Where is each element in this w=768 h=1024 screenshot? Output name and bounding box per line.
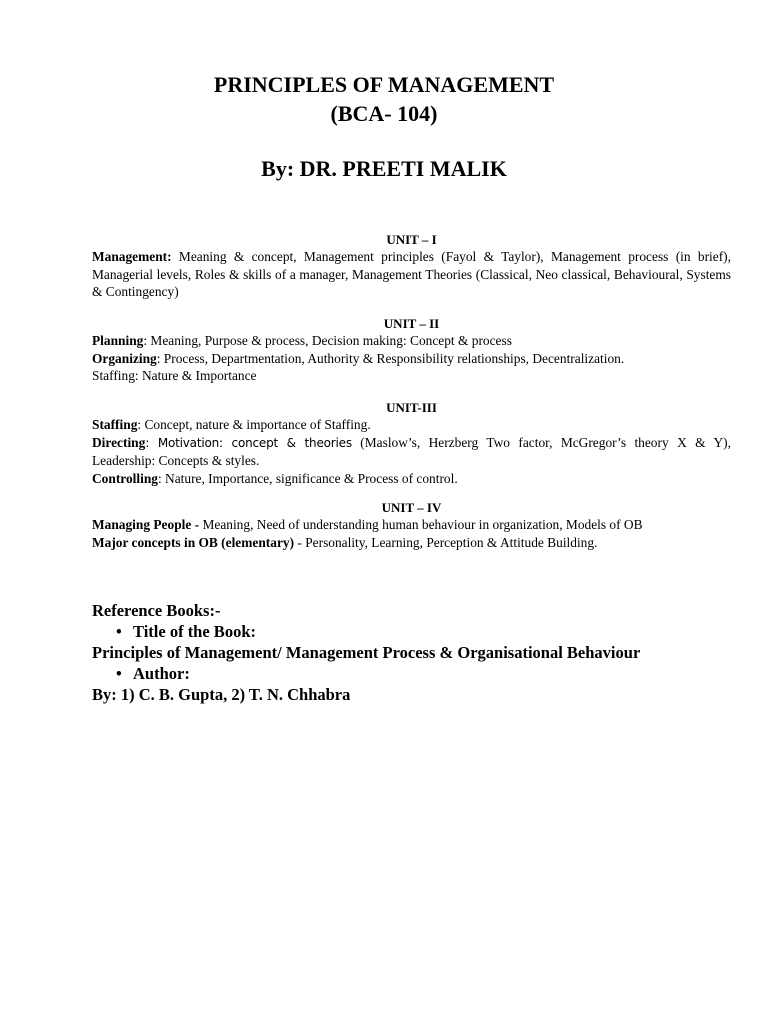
bullet-icon: •	[116, 664, 122, 683]
term-description: Meaning, Need of understanding human behaviour in organization, Models of OB	[199, 517, 643, 533]
unit-4-section	[92, 499, 731, 551]
term-label: Directing	[92, 434, 146, 450]
unit-1-section	[92, 231, 731, 301]
unit-paragraph	[92, 534, 731, 551]
term-label: Staffing	[92, 417, 138, 433]
term-label: Controlling	[92, 470, 158, 486]
term-label: Management:	[92, 249, 172, 265]
term-label: Organizing	[92, 350, 157, 366]
unit-paragraph	[92, 416, 731, 433]
list-item	[92, 663, 752, 684]
reference-books-section	[92, 600, 752, 705]
book-authors: By: 1) C. B. Gupta, 2) T. N. Chhabra	[92, 685, 351, 704]
book-title: Principles of Management/ Management Process & Organisational Behaviour	[92, 643, 641, 662]
term-description: : Process, Departmentation, Authority & Responsibility relationships, Decentralization.	[156, 350, 625, 366]
unit-paragraph	[92, 248, 731, 300]
term-label: Major concepts in OB (elementary)	[92, 534, 295, 550]
unit-paragraph	[92, 470, 731, 487]
author-line: By: DR. PREETI MALIK	[261, 156, 507, 181]
unit-heading: UNIT – I	[386, 232, 437, 247]
unit-heading: UNIT-III	[386, 400, 437, 415]
list-item-label: Title of the Book:	[133, 622, 256, 641]
term-description: Staffing: Nature & Importance	[92, 368, 257, 384]
unit-heading: UNIT – II	[383, 316, 440, 331]
unit-2-section	[92, 315, 731, 385]
bullet-icon: •	[116, 622, 122, 641]
term-description: : Meaning, Purpose & process, Decision making: Concept & process	[143, 333, 512, 349]
unit-paragraph	[92, 350, 731, 367]
term-description-sans: : Motivation: concept & theories	[145, 435, 352, 450]
term-label: Managing People -	[92, 517, 200, 533]
term-description: Meaning & concept, Management principles (Fayol & Taylor), Management process (in brief), Managerial levels, Roles & skills of a manager, Management Theories (Classical, Neo classical, Behavioural, Systems & Contingency)	[92, 249, 731, 300]
document-title: PRINCIPLES OF MANAGEMENT	[213, 72, 555, 97]
term-description: - Personality, Learning, Perception & Attitude Building.	[294, 534, 598, 550]
term-label: Planning	[92, 333, 144, 349]
list-item-label: Author:	[133, 664, 190, 683]
course-code: (BCA- 104)	[330, 101, 438, 126]
unit-3-section	[92, 399, 731, 487]
unit-paragraph	[92, 516, 731, 533]
unit-paragraph	[92, 367, 731, 384]
term-description: (Maslow’s, Herzberg Two factor, McGregor’s theory X & Y), Leadership: Concepts & styles.	[92, 434, 731, 469]
term-description: : Concept, nature & importance of Staffing.	[137, 417, 371, 433]
unit-paragraph	[92, 434, 731, 470]
list-item	[92, 621, 752, 642]
term-description: : Nature, Importance, significance & Process of control.	[157, 470, 458, 486]
unit-paragraph	[92, 332, 731, 349]
unit-heading: UNIT – IV	[381, 500, 442, 515]
reference-books-heading: Reference Books:-	[92, 601, 221, 620]
